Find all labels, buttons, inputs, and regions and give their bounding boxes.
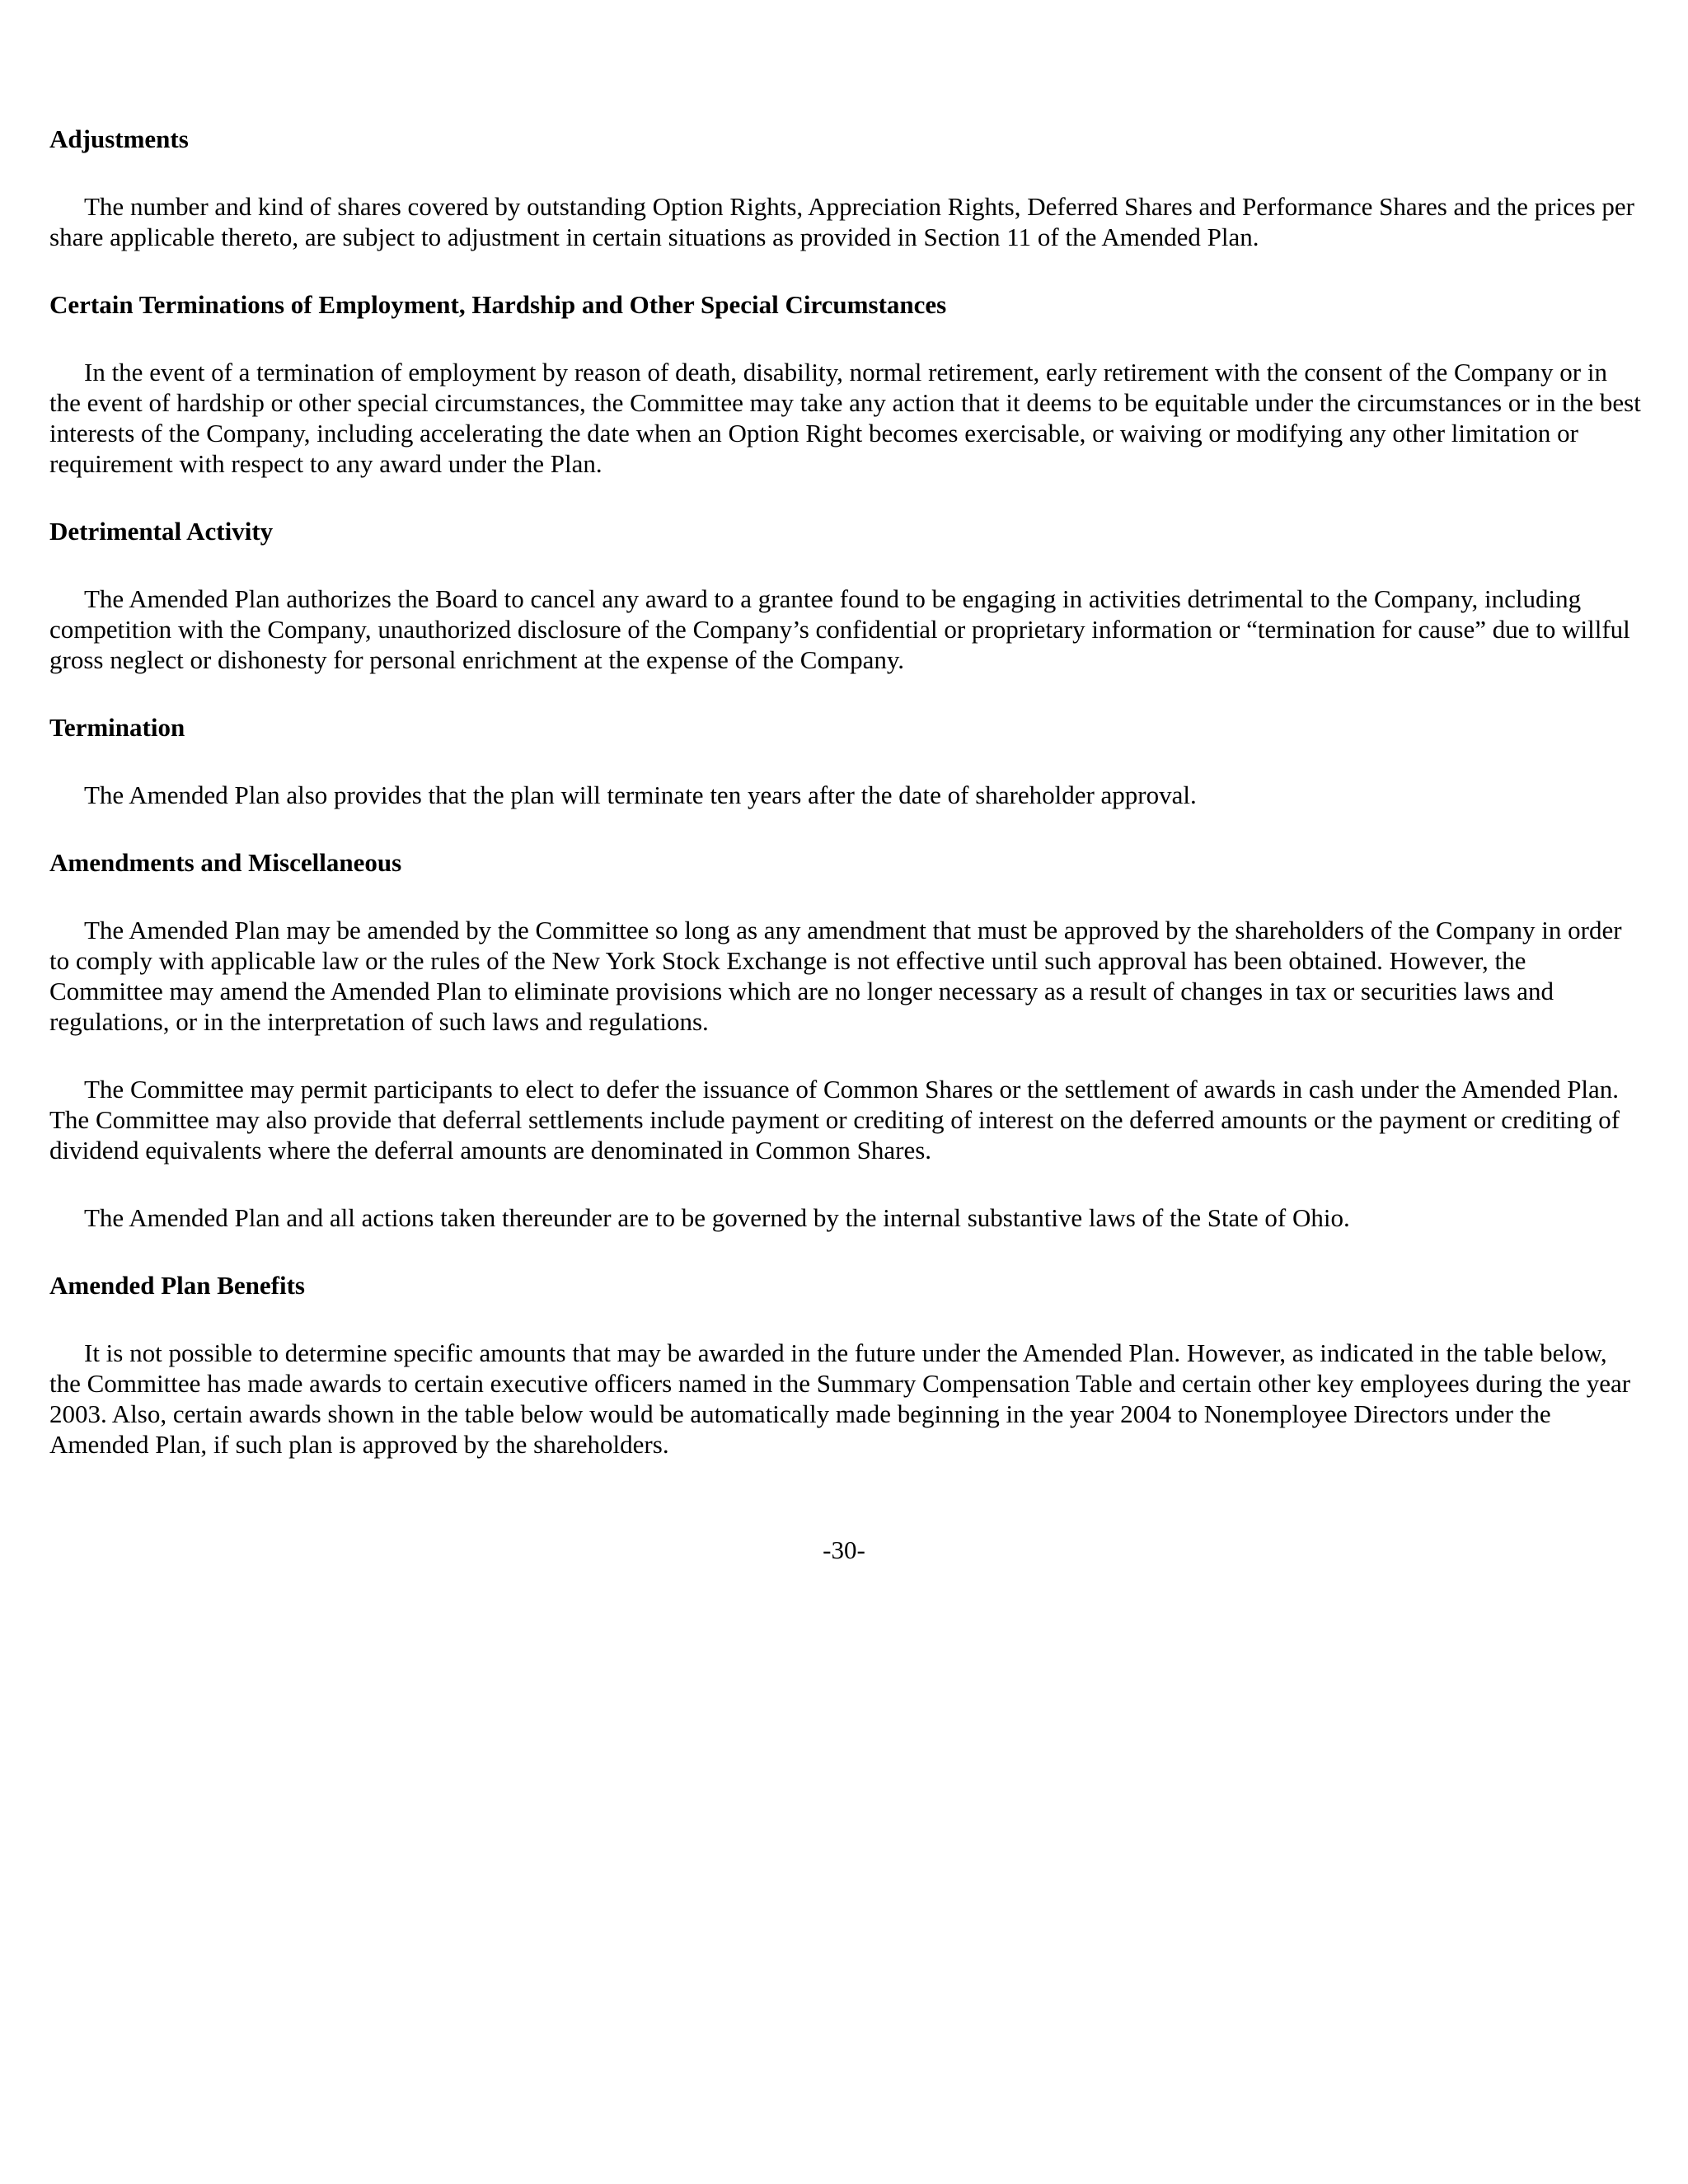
page-number: -30- bbox=[823, 1535, 865, 1564]
paragraph-amendments-1: The Amended Plan may be amended by the Committee so long as any amendment that must be approved by the shareholders of the Company in order to comply with applicable law or the rules of the New York Stock Exchange is not effective until such approval has been obtained. However, the Committee may amend the Amended Plan to eliminate provisions which are no longer necessary as a result of changes in tax or securities laws and regulations, or in the interpretation of such laws and regulations. bbox=[49, 916, 1622, 1036]
section-heading-certain-terminations: Certain Terminations of Employment, Hardship and Other Special Circumstances bbox=[49, 290, 947, 319]
section-heading-adjustments: Adjustments bbox=[49, 124, 189, 153]
section-heading-amended-plan-benefits: Amended Plan Benefits bbox=[49, 1271, 305, 1300]
paragraph-detrimental-activity: The Amended Plan authorizes the Board to cancel any award to a grantee found to be engaging in activities detrimental to the Company, including competition with the Company, unauthorized disclosure of the Company’s confidential or proprietary information or “termination for cause” due to willful gross neglect or dishonesty for personal enrichment at the expense of the Company. bbox=[49, 584, 1630, 674]
document-page bbox=[49, 124, 1644, 1497]
paragraph-certain-terminations: In the event of a termination of employment by reason of death, disability, normal retirement, early retirement with the consent of the Company or in the event of hardship or other special circumstances, the Committee may take any action that it deems to be equitable under the circumstances or in the best interests of the Company, including accelerating the date when an Option Right becomes exercisable, or waiving or modifying any other limitation or requirement with respect to any award under the Plan. bbox=[49, 358, 1641, 478]
section-heading-detrimental-activity: Detrimental Activity bbox=[49, 517, 274, 546]
paragraph-amendments-3: The Amended Plan and all actions taken thereunder are to be governed by the internal substantive laws of the State of Ohio. bbox=[84, 1203, 1350, 1232]
section-heading-amendments: Amendments and Miscellaneous bbox=[49, 848, 402, 877]
paragraph-amended-plan-benefits: It is not possible to determine specific amounts that may be awarded in the future under the Amended Plan. However, as indicated in the table below, the Committee has made awards to certain executive officers named in the Summary Compensation Table and certain other key employees during the year 2003. Also, certain awards shown in the table below would be automatically made beginning in the year 2004 to Nonemployee Directors under the Amended Plan, if such plan is approved by the shareholders. bbox=[49, 1338, 1631, 1459]
paragraph-adjustments: The number and kind of shares covered by outstanding Option Rights, Appreciation Rights, Deferred Shares and Performance Shares and the prices per share applicable thereto, are subject to adjustment in certain situations as provided in Section 11 of the Amended Plan. bbox=[49, 192, 1635, 251]
paragraph-amendments-2: The Committee may permit participants to elect to defer the issuance of Common Shares or the settlement of awards in cash under the Amended Plan. The Committee may also provide that deferral settlements include payment or crediting of interest on the deferred amounts or the payment or crediting of dividend equivalents where the deferral amounts are denominated in Common Shares. bbox=[49, 1075, 1620, 1165]
section-heading-termination: Termination bbox=[49, 713, 185, 742]
paragraph-termination: The Amended Plan also provides that the plan will terminate ten years after the date of shareholder approval. bbox=[84, 780, 1197, 809]
